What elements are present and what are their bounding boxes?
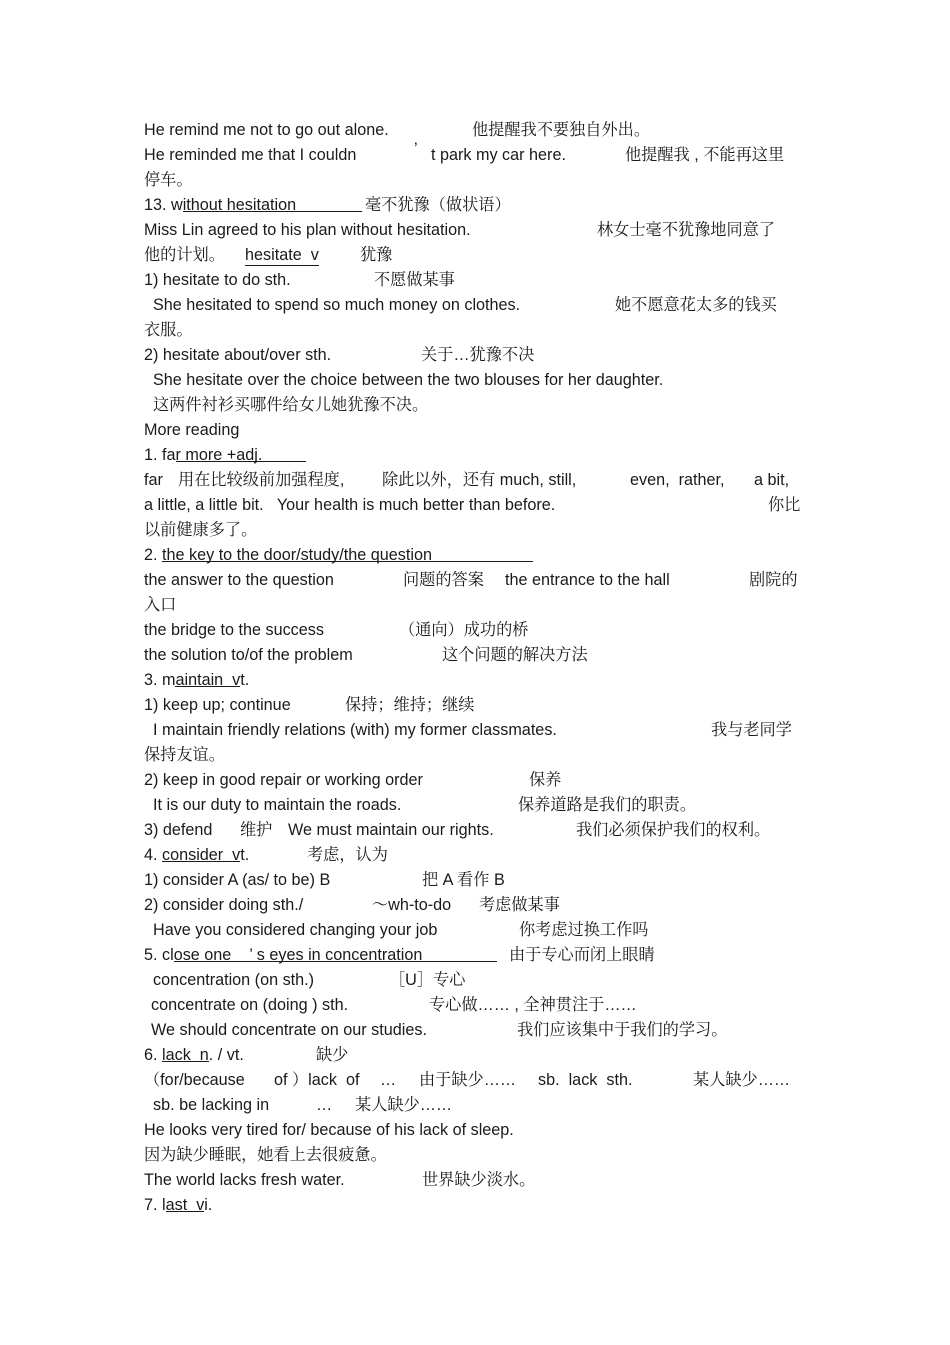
example-sentence (144, 1118, 806, 1143)
vocab-heading (144, 668, 806, 693)
english-text: concentration (on sth.) (153, 971, 315, 989)
english-text: We must maintain our rights. (288, 821, 494, 839)
english-text: （for/because (144, 1071, 245, 1089)
english-text: 1) keep up; continue (144, 696, 291, 714)
chinese-text: 因为缺少睡眠，她看上去很疲惫。 (144, 1146, 387, 1164)
english-text: She hesitated to spend so much money on clothes. (153, 296, 521, 314)
vocab-term: r more +adj. (175, 446, 263, 464)
chinese-text: 以前健康多了。 (144, 521, 258, 539)
vocab-heading (144, 443, 806, 468)
usage-line (151, 993, 813, 1018)
english-text: 3) defend (144, 821, 213, 839)
english-text: 2) keep in good repair or working order (144, 771, 423, 789)
english-text: … (316, 1096, 333, 1114)
explanation-line (144, 493, 806, 518)
chinese-text: 他提醒我 , 不能再这里 (625, 146, 785, 164)
chinese-text: 我们应该集中于我们的学习。 (517, 1021, 728, 1039)
vocab-heading (144, 1193, 806, 1218)
chinese-text: 你考虑过换工作吗 (519, 921, 649, 939)
example-sentence (144, 118, 806, 143)
chinese-text: 保持；维持；继续 (345, 696, 475, 714)
english-text: the entrance to the hall (505, 571, 670, 589)
english-text: the answer to the question (144, 571, 334, 589)
english-text: Miss Lin agreed to his plan without hesitation. (144, 221, 471, 239)
chinese-text: 由于缺少…… (419, 1071, 517, 1089)
example-sentence (144, 218, 806, 243)
item-number: 13. w (144, 196, 183, 214)
vocab-term: ose one ’ s eyes in concentration (173, 946, 423, 964)
chinese-text: 他提醒我不要独自外出。 (472, 121, 651, 139)
english-text: sb. lack sth. (538, 1071, 633, 1089)
vocab-term-suffix: t. (240, 671, 250, 689)
continuation-line (144, 743, 806, 768)
example-translation (144, 1143, 806, 1168)
chinese-text: 关于…犹豫不决 (421, 346, 535, 364)
chinese-text: 缺少 (316, 1046, 349, 1064)
vocab-heading (144, 1043, 806, 1068)
example-sentence (151, 1018, 813, 1043)
english-text: She hesitate over the choice between the two blouses for her daughter. (153, 371, 664, 389)
section-title: More reading (144, 421, 240, 439)
continuation-line (144, 318, 806, 343)
example-sentence (153, 793, 815, 818)
item-number: 5. cl (144, 946, 174, 964)
vocab-heading (144, 193, 806, 218)
chinese-text: 衣服。 (144, 321, 193, 339)
example-sentence (153, 293, 815, 318)
chinese-text: 维护 (240, 821, 273, 839)
vocab-term-suffix: i. (204, 1196, 213, 1214)
vocab-term: ast v (165, 1196, 205, 1214)
example-sentence (153, 718, 815, 743)
chinese-text: 我们必须保护我们的权利。 (576, 821, 771, 839)
example-sentence (153, 368, 815, 393)
continuation-line (144, 168, 806, 193)
english-text: of ）lack of (274, 1071, 360, 1089)
chinese-text: 某人缺少…… (693, 1071, 791, 1089)
usage-line (153, 1093, 815, 1118)
usage-line (144, 893, 806, 918)
chinese-text: 把 A 看作 B (422, 871, 505, 889)
english-text: He remind me not to go out alone. (144, 121, 389, 139)
chinese-text: 用在比较级前加强程度, (178, 471, 345, 489)
chinese-text: 考虑做某事 (479, 896, 560, 914)
chinese-text: 保持友谊。 (144, 746, 225, 764)
chinese-text: 保养 (529, 771, 562, 789)
vocab-term: ithout hesitation (182, 196, 297, 214)
phrase-line (144, 568, 806, 593)
item-number: 6. (144, 1046, 162, 1064)
english-text: … (380, 1071, 397, 1089)
vocab-heading (144, 543, 806, 568)
chinese-text: 林女士毫不犹豫地同意了 (597, 221, 776, 239)
english-text: the solution to/of the problem (144, 646, 353, 664)
chinese-text: 保养道路是我们的职责。 (518, 796, 697, 814)
vocab-term: consider v (162, 846, 241, 864)
english-text: a little, a little bit. Your health is much better than before. (144, 496, 556, 514)
chinese-text: 入口 (144, 596, 177, 614)
english-text: He reminded me that I couldn (144, 146, 357, 164)
usage-line (144, 343, 806, 368)
english-text: It is our duty to maintain the roads. (153, 796, 402, 814)
usage-line (153, 968, 815, 993)
chinese-text: 专心做…… , 全神贯注于…… (429, 996, 637, 1014)
example-sentence (144, 1168, 806, 1193)
english-text: The world lacks fresh water. (144, 1171, 345, 1189)
chinese-text: 不愿做某事 (374, 271, 455, 289)
chinese-text: 她不愿意花太多的钱买 (615, 296, 777, 314)
vocab-term: the key to the door/study/the question (162, 546, 432, 564)
english-text: We should concentrate on our studies. (151, 1021, 427, 1039)
english-text: far (144, 471, 163, 489)
english-text: 1) hesitate to do sth. (144, 271, 291, 289)
english-text: even, rather, (630, 471, 725, 489)
chinese-text: 他的计划。 (144, 246, 225, 264)
vocab-heading (144, 943, 806, 968)
english-text: concentrate on (doing ) sth. (151, 996, 349, 1014)
chinese-text: 你比 (768, 496, 801, 514)
phrase-line (144, 618, 806, 643)
example-translation (153, 393, 815, 418)
english-text: I maintain friendly relations (with) my former classmates. (153, 721, 557, 739)
english-text: 2) consider doing sth./ (144, 896, 304, 914)
usage-line (144, 768, 806, 793)
vocab-term-suffix: . / vt. (208, 1046, 244, 1064)
example-sentence (144, 140, 806, 168)
example-sentence (144, 243, 806, 268)
vocab-term: lack n (162, 1046, 209, 1064)
item-number: 4. (144, 846, 162, 864)
vocab-term: aintain v (175, 671, 241, 689)
item-number: 2. (144, 546, 162, 564)
item-number: 3. m (144, 671, 176, 689)
vocab-term-suffix: t. (240, 846, 250, 864)
english-text: t park my car here. (431, 146, 566, 164)
chinese-text: 剧院的 (749, 571, 798, 589)
item-number: 1. fa (144, 446, 176, 464)
usage-line (144, 268, 806, 293)
continuation-line (144, 593, 806, 618)
usage-line (144, 818, 806, 843)
chinese-text: 由于专心而闭上眼睛 (509, 946, 655, 964)
english-text: 1) consider A (as/ to be) B (144, 871, 331, 889)
chinese-text: 世界缺少淡水。 (422, 1171, 536, 1189)
chinese-text: 这个问题的解决方法 (442, 646, 588, 664)
chinese-text: （通向）成功的桥 (399, 621, 529, 639)
chinese-text: 这两件衬衫买哪件给女儿她犹豫不决。 (153, 396, 429, 414)
vocab-heading (144, 843, 806, 868)
example-sentence (153, 918, 815, 943)
english-text: 2) hesitate about/over sth. (144, 346, 332, 364)
english-text: ～wh-to-do (372, 896, 452, 914)
chinese-text: 考虑，认为 (307, 846, 388, 864)
usage-line (144, 1068, 806, 1093)
apostrophe: ’ (414, 140, 418, 158)
chinese-text: 除此以外，还有 much, still, (382, 471, 577, 489)
vocab-term: hesitate v (245, 243, 319, 268)
usage-line (144, 693, 806, 718)
chinese-text: 我与老同学 (711, 721, 792, 739)
chinese-text: 停车。 (144, 171, 193, 189)
chinese-text: 毫不犹豫（做状语） (365, 196, 511, 214)
english-text: the bridge to the success (144, 621, 324, 639)
continuation-line (144, 518, 806, 543)
english-text: He looks very tired for/ because of his lack of sleep. (144, 1121, 514, 1139)
english-text: a bit, (754, 471, 790, 489)
section-heading (144, 418, 806, 443)
chinese-text: 问题的答案 (403, 571, 484, 589)
usage-line (144, 868, 806, 893)
chinese-text: 某人缺少…… (355, 1096, 453, 1114)
chinese-text: ［U］专心 (389, 971, 466, 989)
english-text: Have you considered changing your job (153, 921, 438, 939)
item-number: 7. l (144, 1196, 166, 1214)
explanation-line (144, 468, 806, 493)
english-text: sb. be lacking in (153, 1096, 270, 1114)
chinese-text: 犹豫 (360, 246, 393, 264)
phrase-line (144, 643, 806, 668)
